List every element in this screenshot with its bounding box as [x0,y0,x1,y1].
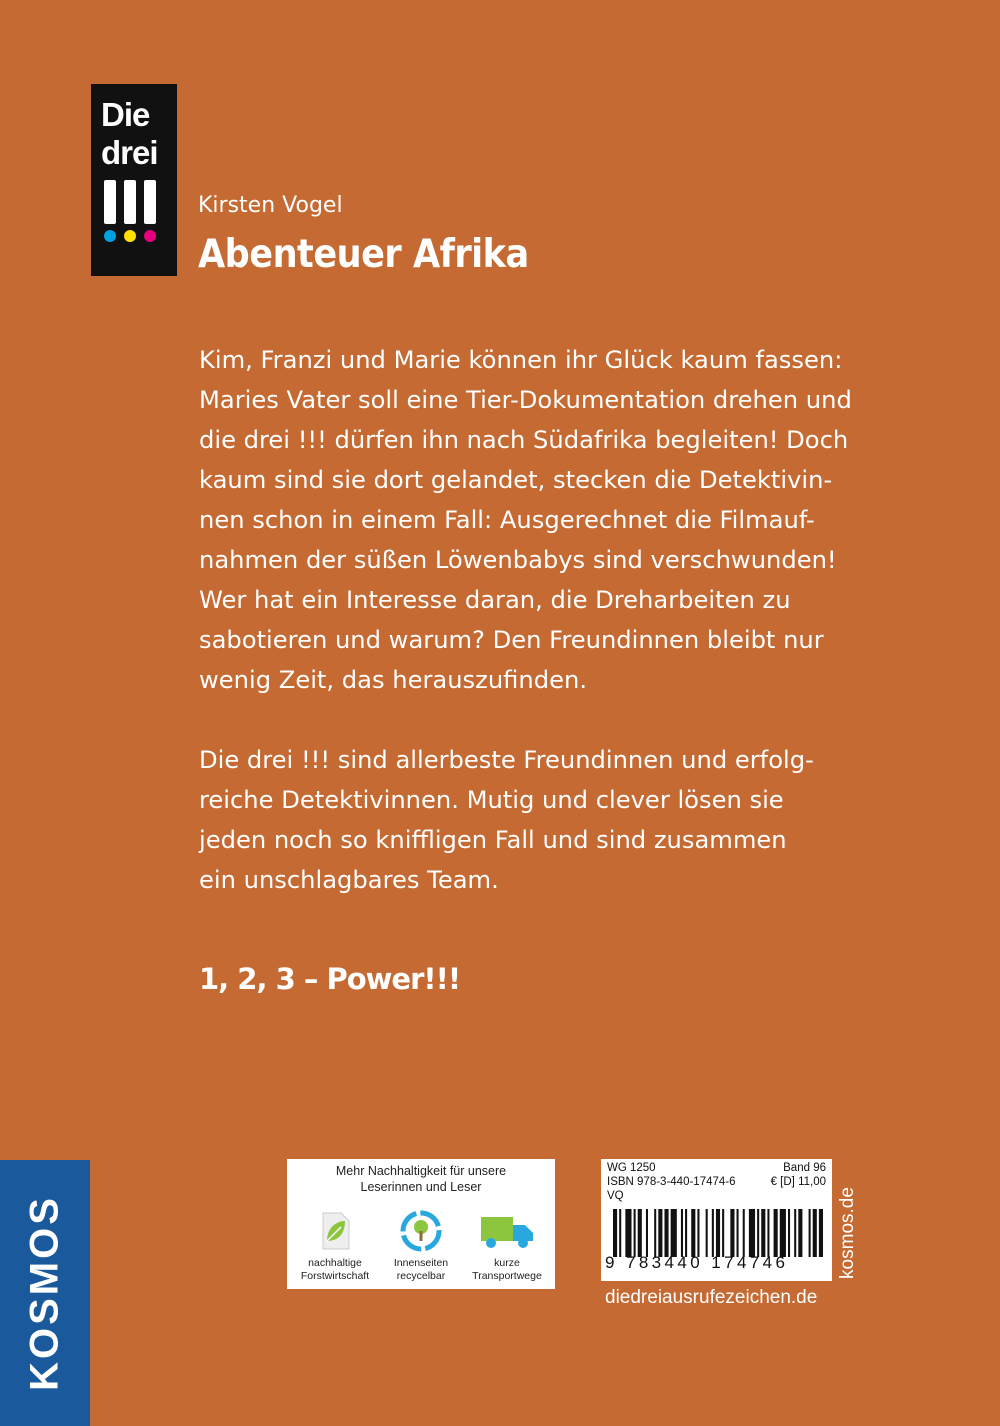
eco-label: kurze Transportwege [472,1257,542,1282]
barcode-digits: 9 783440 174746 [605,1253,789,1272]
blurb-line: sabotieren und warum? Den Freundinnen bleibt nur [199,626,824,654]
leaf-icon [291,1209,379,1253]
series-logo [91,84,177,276]
slogan: 1, 2, 3 – Power!!! [199,962,461,996]
blurb-line: nen schon in einem Fall: Ausgerechnet die Filmauf- [199,506,815,534]
author-name: Kirsten Vogel [198,193,343,218]
exclamation-mark-icon [143,180,157,242]
warengruppe: WG 1250 [607,1162,656,1174]
blurb-line: Die drei !!! sind allerbeste Freundinnen und erfolg- [199,746,814,774]
eco-label: Innenseiten recycelbar [393,1257,449,1282]
book-title: Abenteuer Afrika [198,232,529,277]
eco-item-recyclable [377,1209,465,1283]
isbn-box [601,1159,832,1281]
blurb-line: nahmen der süßen Löwenbabys sind verschwunden! [199,546,837,574]
blurb-line: die drei !!! dürfen ihn nach Südafrika begleiten! Doch [199,426,849,454]
band-number: Band 96 [783,1162,826,1174]
blurb-paragraph-1 [199,340,879,700]
sustainability-title-line: Leserinnen und Leser [360,1180,482,1194]
publisher-bar [0,1160,90,1426]
sustainability-title-line: Mehr Nachhaltigkeit für unsere [335,1164,507,1178]
blurb-line: reiche Detektivinnen. Mutig und clever lösen sie [199,786,784,814]
publisher-logo: KOSMOS [22,1195,67,1391]
eco-item-transport [463,1209,551,1283]
eco-label: nachhaltige Forstwirtschaft [300,1257,370,1282]
exclamation-mark-icon [103,180,117,242]
barcode-icon [613,1209,823,1257]
eco-item-forestry [291,1209,379,1283]
cyan-dot [104,230,116,242]
exclamation-mark-icon [123,180,137,242]
price: € [D] 11,00 [770,1176,826,1188]
magenta-dot [144,230,156,242]
kosmos-url[interactable]: kosmos.de [837,1187,858,1279]
recycle-tree-icon [377,1209,465,1253]
sustainability-box [287,1159,555,1289]
truck-icon [463,1209,551,1253]
logo-text-die: Die [101,96,150,133]
blurb-line: jeden noch so kniffligen Fall und sind zusammen [199,826,787,854]
website-url[interactable]: diedreiausrufezeichen.de [605,1287,818,1308]
yellow-dot [124,230,136,242]
blurb-line: Wer hat ein Interesse daran, die Dreharbeiten zu [199,586,791,614]
blurb-line: ein unschlagbares Team. [199,866,499,894]
blurb-line: Kim, Franzi und Marie können ihr Glück kaum fassen: [199,346,843,374]
blurb-line: wenig Zeit, das herauszufinden. [199,666,588,694]
blurb-line: kaum sind sie dort gelandet, stecken die Detektivin- [199,466,833,494]
blurb-paragraph-2 [199,740,879,900]
vq-code: VQ [607,1190,624,1202]
logo-text-drei: drei [101,134,158,171]
isbn-number: ISBN 978-3-440-17474-6 [607,1176,736,1188]
sustainability-title [287,1163,555,1195]
logo-exclamation-marks [101,180,171,266]
blurb-line: Maries Vater soll eine Tier-Dokumentation drehen und [199,386,852,414]
